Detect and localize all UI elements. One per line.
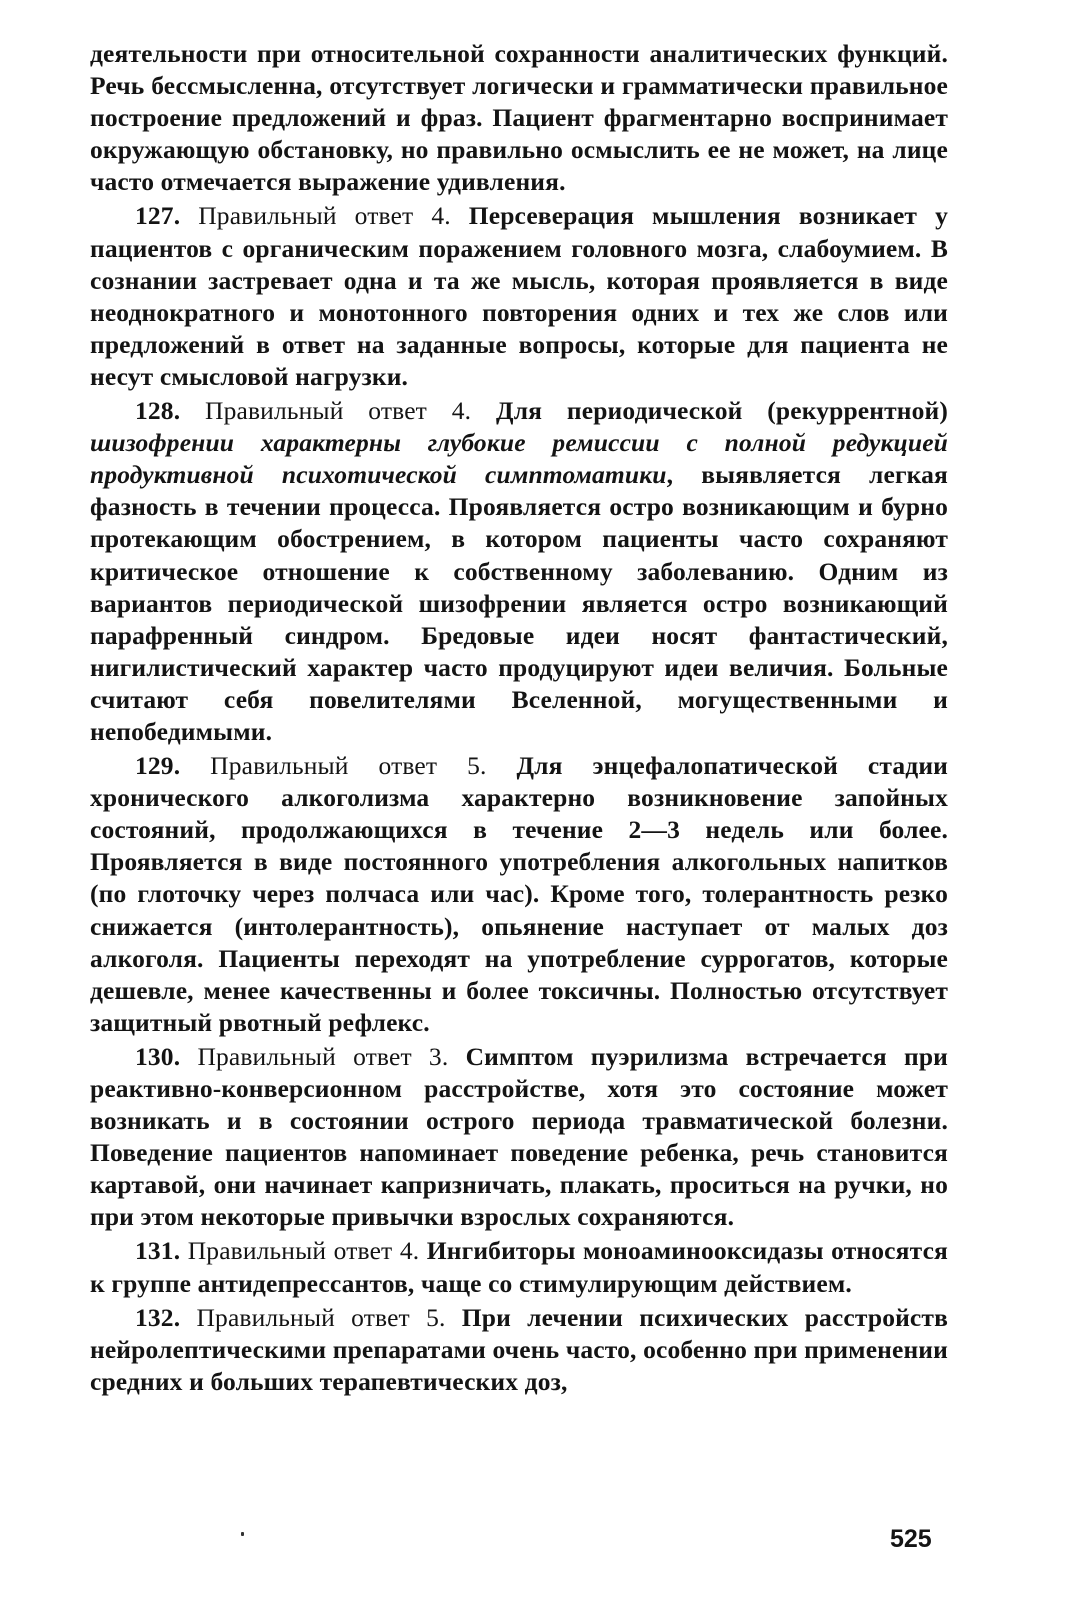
answer-explanation: Для энцефалопатической стадии хронического алкоголизма характерно возникновение запойных состояний, продолжающихся в течение 2—3 недель или более. Проявляется в виде постоянного употребления алкогольных напитков (по глоточку через полчаса или час). Кроме того, толерантность резко снижается (интолерантность), опьянение наступает от малых доз алкоголя. Пациенты переходят на употребление суррогатов, которые дешевле, менее качественны и более токсичны. Полностью отсутствует защитный рвотный рефлекс. [90,751,948,1037]
answer-explanation-italic: шизофрении характерны глубокие ремиссии с полной редукцией продуктивной психотической симптоматики [90,428,948,490]
answer-number: 131. [135,1236,181,1266]
answer-explanation: При лечении психических расстройств нейролептическими препаратами очень часто, особенно при применении средних и больших терапевтических доз, [90,1302,948,1396]
answer-number: 129. [135,751,181,781]
answer-label: Правильный ответ 4. [187,1236,420,1266]
paragraph-126-continuation: деятельности при относительной сохранности аналитических функций. Речь бессмысленна, отсутствует логически и грамматически правильное построение предложений и фраз. Пациент фрагментарно воспринимает окружающую обстановку, но правильно осмыслить ее не может, на лице часто отмечается выражение удивления. [90,39,948,197]
answer-explanation-start: Для периодической (рекуррентной) [496,396,948,426]
print-speck [241,1532,244,1536]
paragraph-131 [90,1235,948,1299]
answer-number: 130. [135,1041,181,1071]
answer-number: 132. [135,1302,181,1332]
answer-number: 127. [135,201,181,231]
paragraph-130 [90,1041,948,1234]
paragraph-129 [90,750,948,1039]
answer-number: 128. [135,396,181,426]
answer-label: Правильный ответ 5. [210,751,487,781]
answer-label: Правильный ответ 4. [205,396,472,426]
answer-label: Правильный ответ 5. [196,1302,446,1332]
answer-explanation: Ингибиторы моноаминооксидазы относятся к группе антидепрессантов, чаще со стимулирующим действием. [90,1236,948,1298]
answer-explanation: Симптом пуэрилизма встречается при реактивно-конверсионном расстройстве, хотя это состояние может возникать и в состоянии острого периода травматической болезни. Поведение пациентов напоминает поведение ребенка, речь становится картавой, они начинает капризничать, плакать, проситься на ручки, но при этом некоторые привычки взрослых сохраняются. [90,1041,949,1232]
paragraph-132 [90,1302,948,1398]
answer-label: Правильный ответ 4. [198,201,451,231]
answer-label: Правильный ответ 3. [197,1041,449,1071]
paragraph-127 [90,200,948,393]
page-body [90,38,948,1398]
paragraph-128 [90,395,948,748]
page-number: 525 [890,1525,932,1553]
answer-explanation: Персеверация мышления возникает у пациентов с органическим поражением головного мозга, слабоумием. В сознании застревает одна и та же мысль, которая проявляется в виде неоднократного и монотонного повторения одних и тех же слов или предложений в ответ на заданные вопросы, которые для пациента не несут смысловой нагрузки. [90,201,948,391]
answer-explanation-rest: , выявляется легкая фазность в течении процесса. Проявляется остро возникающим и бурно протекающим обострением, в котором пациенты часто сохраняют критическое отношение к собственному заболеванию. Одним из вариантов периодической шизофрении является остро возникающий парафренный синдром. Бредовые идеи носят фантастический, нигилистический характер часто продуцируют идеи величия. Больные считают себя повелителями Вселенной, могущественными и непобедимыми. [90,460,948,746]
